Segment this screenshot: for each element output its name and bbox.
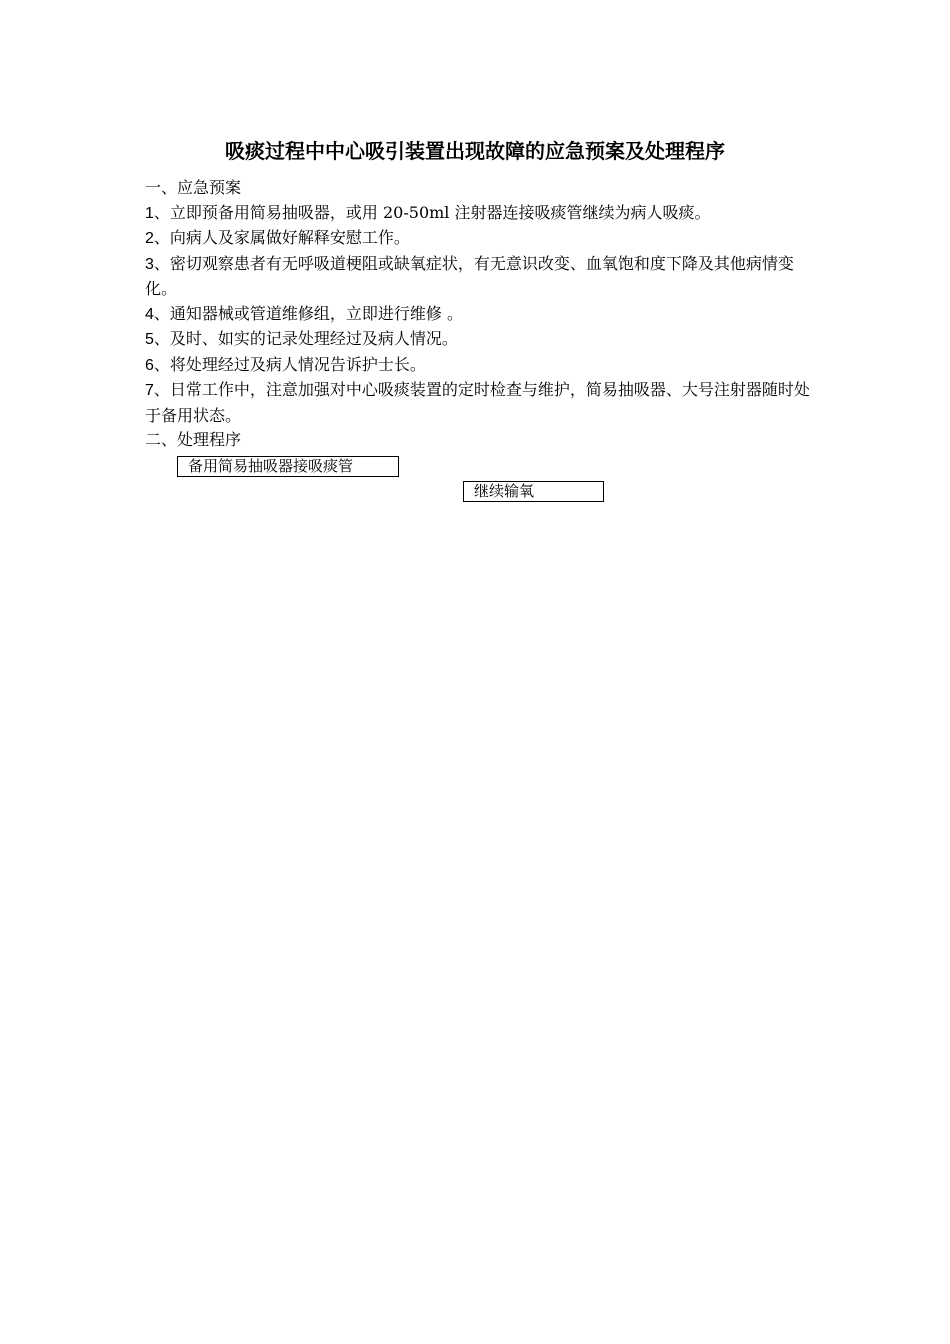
plan-item-text: 、日常工作中，注意加强对中心吸痰装置的定时检查与维护，简易抽吸器、大号注射器随时处于备用状态。 xyxy=(145,380,810,425)
plan-item-7 xyxy=(145,378,810,428)
plan-item-2 xyxy=(145,226,810,252)
plan-item-1 xyxy=(145,201,810,227)
flowchart-box-backup-suction: 备用简易抽吸器接吸痰管 xyxy=(177,456,399,477)
plan-item-number: 1 xyxy=(145,204,154,222)
plan-item-text: 、密切观察患者有无呼吸道梗阻或缺氧症状，有无意识改变、血氧饱和度下降及其他病情变化。 xyxy=(145,253,794,298)
plan-item-number: 2 xyxy=(145,230,154,247)
plan-item-text: 、立即预备用简易抽吸器，或用 20-50ml 注射器连接吸痰管继续为病人吸痰。 xyxy=(153,202,711,222)
document-title: 吸痰过程中中心吸引装置出现故障的应急预案及处理程序 xyxy=(225,139,725,163)
plan-item-text: 、及时、如实的记录处理经过及病人情况。 xyxy=(153,329,458,348)
plan-item-6 xyxy=(145,353,810,379)
plan-item-text: 、向病人及家属做好解释安慰工作。 xyxy=(153,228,410,247)
plan-item-number: 7 xyxy=(145,382,154,399)
plan-item-4 xyxy=(145,302,810,328)
section-heading-emergency-plan: 一、应急预案 xyxy=(145,178,242,197)
plan-item-3 xyxy=(145,252,810,302)
plan-item-text: 、通知器械或管道维修组，立即进行维修 。 xyxy=(153,303,463,323)
plan-item-text: 、将处理经过及病人情况告诉护士长。 xyxy=(153,354,426,374)
plan-item-5 xyxy=(145,327,810,353)
document-body xyxy=(145,176,810,453)
plan-item-number: 3 xyxy=(145,255,154,273)
plan-item-number: 4 xyxy=(145,305,154,323)
plan-item-number: 6 xyxy=(145,356,154,374)
flowchart-box-continue-oxygen: 继续输氧 xyxy=(463,481,604,502)
plan-item-number: 5 xyxy=(145,331,154,348)
section-heading-procedure: 二、处理程序 xyxy=(145,430,242,449)
